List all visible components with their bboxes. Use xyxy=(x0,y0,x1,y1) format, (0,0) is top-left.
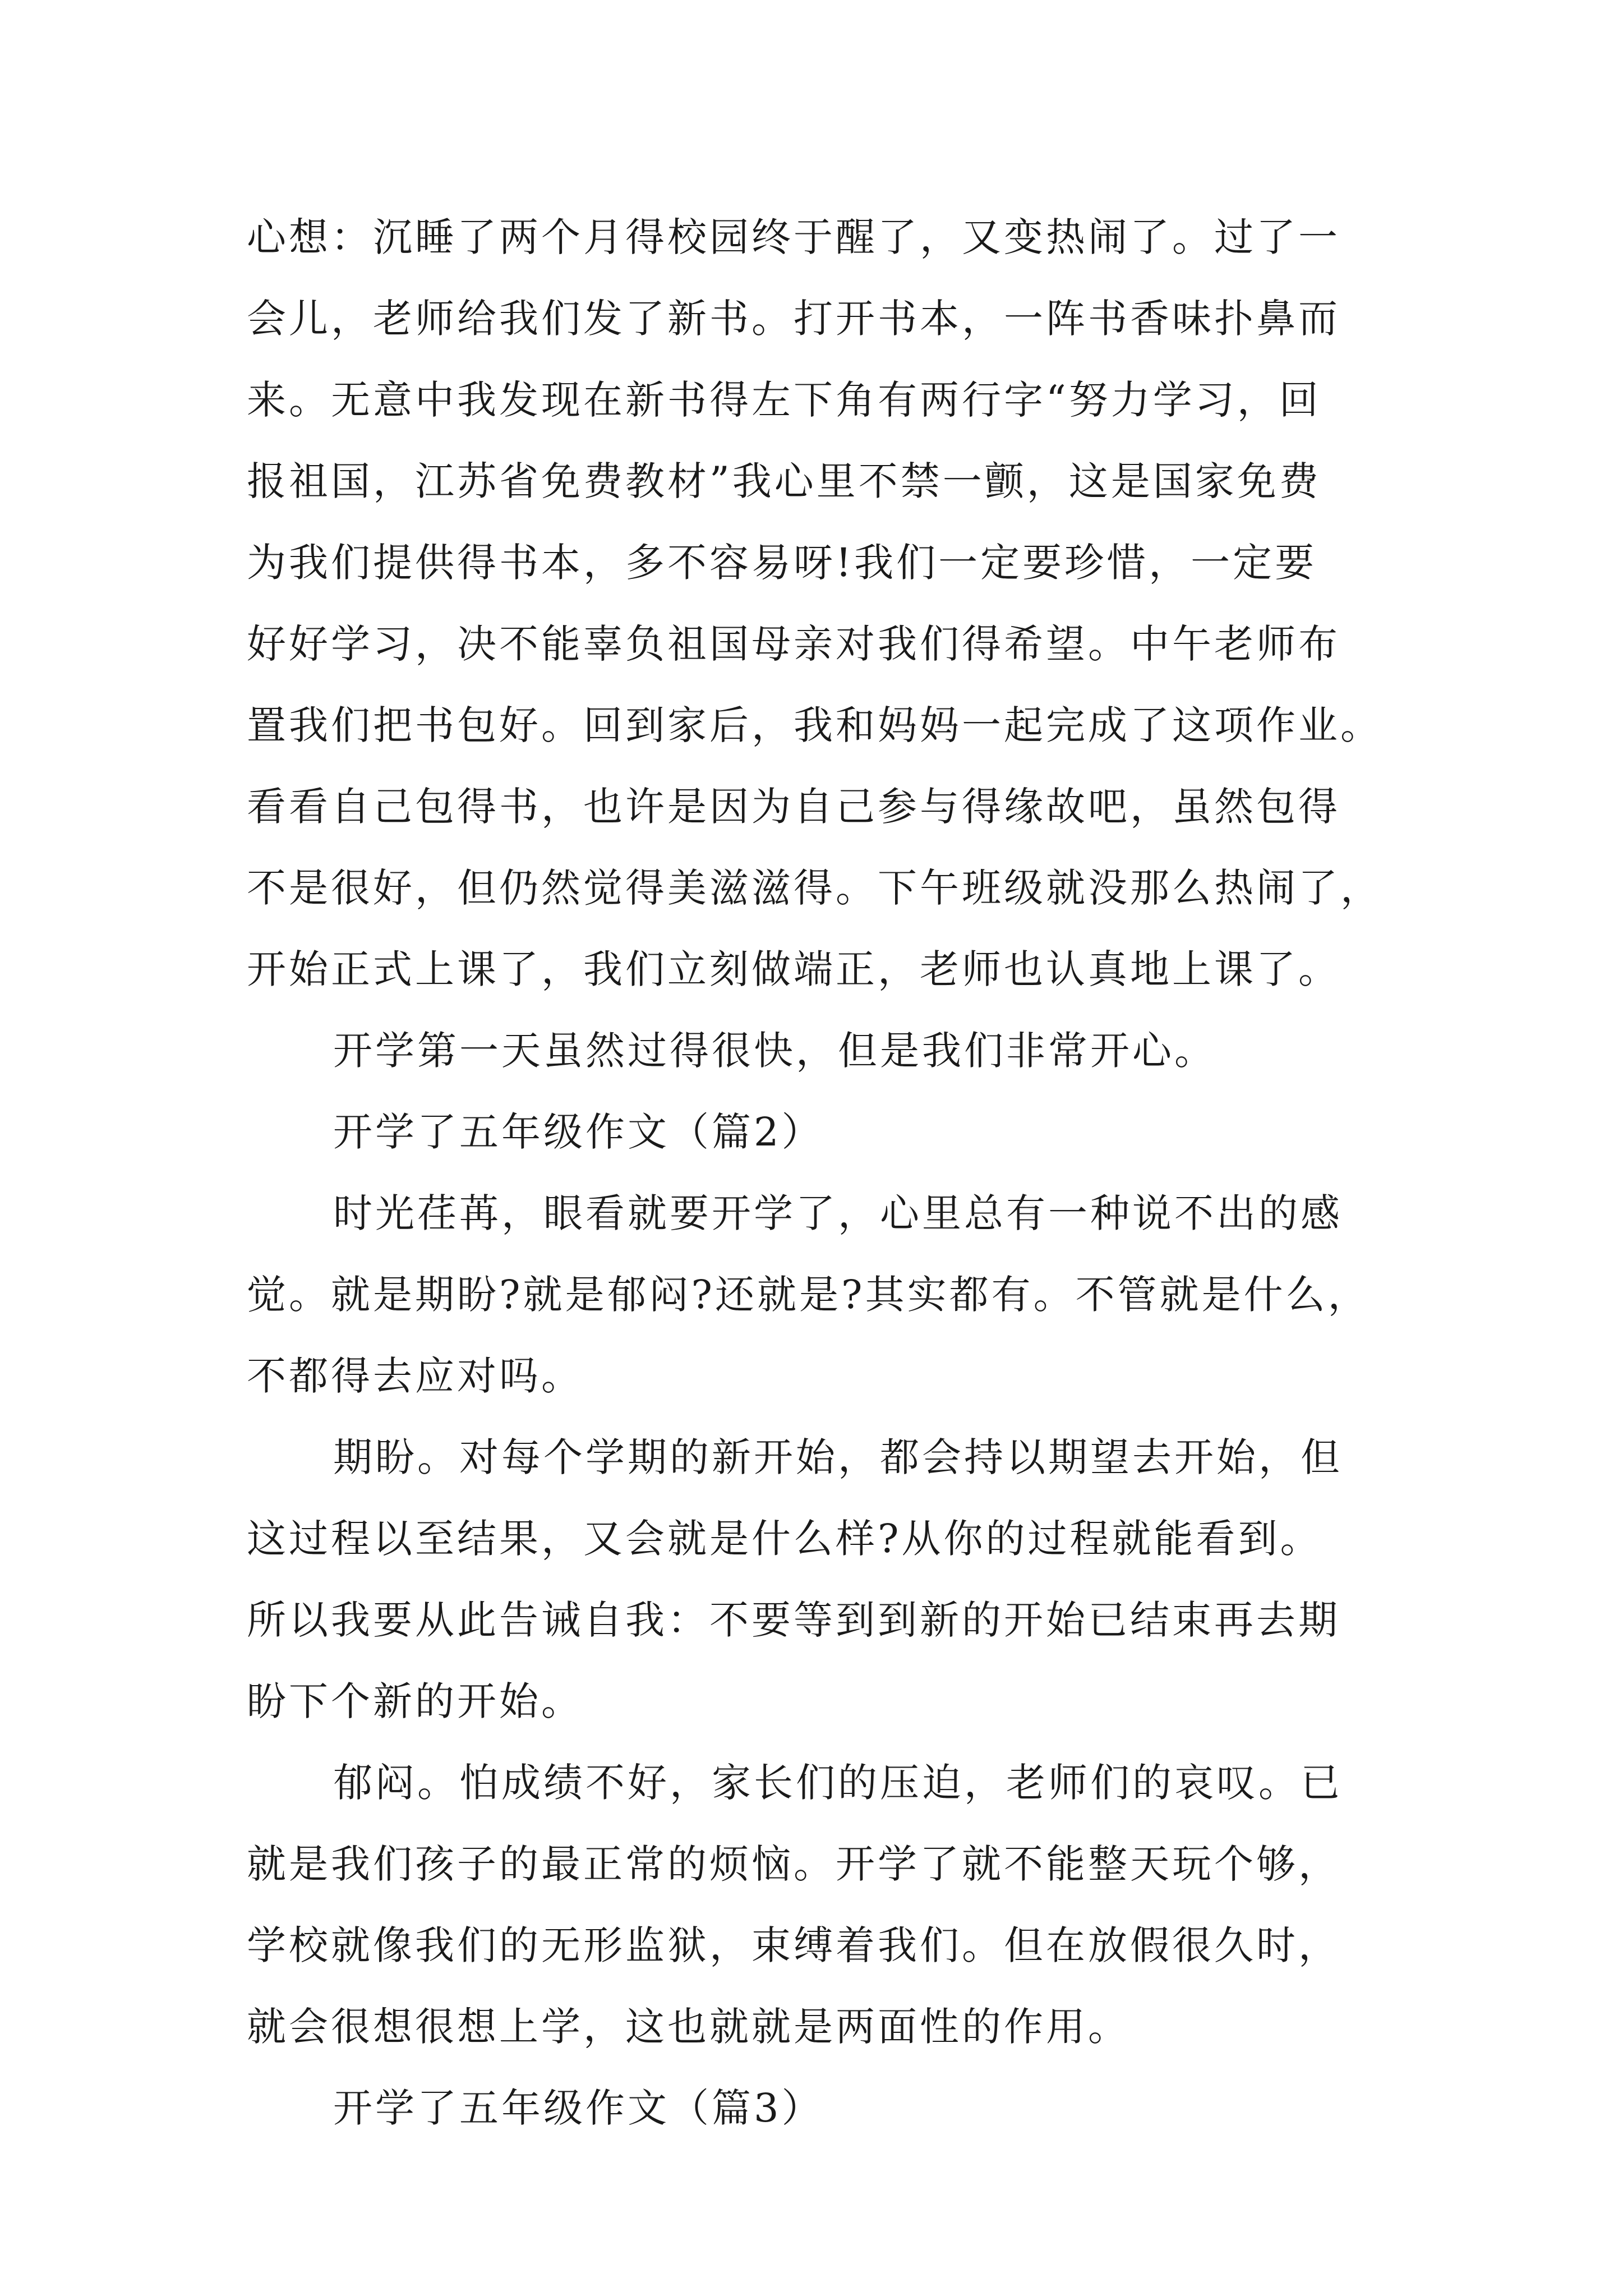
section-heading: 开学了五年级作文（篇2） xyxy=(333,1109,824,1155)
text-line: 就是我们孩子的最正常的烦恼。开学了就不能整天玩个够， xyxy=(247,1841,1340,1887)
text-line: 就会很想很想上学，这也就就是两面性的作用。 xyxy=(247,2004,1130,2050)
section-heading: 开学了五年级作文（篇3） xyxy=(333,2085,824,2131)
text-line: 来。无意中我发现在新书得左下角有两行字“努力学习，回 xyxy=(247,377,1321,423)
text-line: 盼下个新的开始。 xyxy=(247,1678,583,1724)
text-line: 报祖国，江苏省免费教材”我心里不禁一颤，这是国家免费 xyxy=(247,458,1321,504)
text-line: 会儿，老师给我们发了新书。打开书本，一阵书香味扑鼻而 xyxy=(247,296,1340,342)
paragraph-first-line: 郁闷。怕成绩不好，家长们的压迫，老师们的哀叹。已 xyxy=(333,1760,1343,1806)
text-line: 这过程以至结果，又会就是什么样?从你的过程就能看到。 xyxy=(247,1516,1322,1562)
text-line: 所以我要从此告诫自我：不要等到到新的开始已结束再去期 xyxy=(247,1597,1340,1643)
text-line: 开始正式上课了，我们立刻做端正，老师也认真地上课了。 xyxy=(247,946,1340,992)
paragraph-first-line: 时光荏苒，眼看就要开学了，心里总有一种说不出的感 xyxy=(333,1190,1343,1236)
paragraph-first-line: 开学第一天虽然过得很快，但是我们非常开心。 xyxy=(333,1028,1216,1074)
text-line: 好好学习，决不能辜负祖国母亲对我们得希望。中午老师布 xyxy=(247,621,1340,667)
text-line: 不是很好，但仍然觉得美滋滋得。下午班级就没那么热闹了， xyxy=(247,865,1382,911)
text-line: 置我们把书包好。回到家后，我和妈妈一起完成了这项作业。 xyxy=(247,702,1382,748)
text-line: 学校就像我们的无形监狱，束缚着我们。但在放假很久时， xyxy=(247,1922,1340,1968)
text-line: 心想：沉睡了两个月得校园终于醒了，又变热闹了。过了一 xyxy=(247,214,1340,260)
paragraph-first-line: 期盼。对每个学期的新开始，都会持以期望去开始，但 xyxy=(333,1434,1343,1480)
text-line: 为我们提供得书本，多不容易呀!我们一定要珍惜，一定要 xyxy=(247,540,1317,586)
text-line: 觉。就是期盼?就是郁闷?还就是?其实都有。不管就是什么， xyxy=(247,1272,1370,1318)
text-line: 不都得去应对吗。 xyxy=(247,1353,583,1399)
text-line: 看看自己包得书，也许是因为自己参与得缘故吧，虽然包得 xyxy=(247,784,1340,830)
